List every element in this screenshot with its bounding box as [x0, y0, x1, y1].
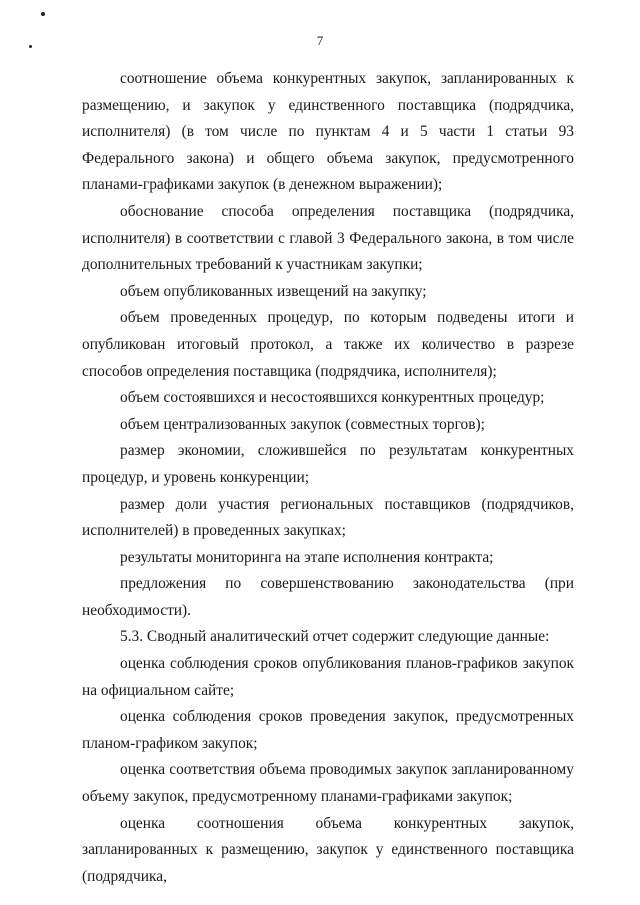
page-number: 7	[316, 33, 324, 48]
paragraph: обоснование способа определения поставщика (подрядчика, исполнителя) в соответствии с главой 3 Федерального закона, в том числе дополнительных требований к участникам закупки;	[82, 202, 574, 274]
paragraph: оценка соответствия объема проводимых закупок запланированному объему закупок, предусмотренному планами-графиками закупок;	[82, 761, 574, 806]
paragraph: объем состоявшихся и несостоявшихся конкурентных процедур;	[120, 389, 545, 407]
section-heading-paragraph: 5.3. Сводный аналитический отчет содержит следующие данные:	[120, 628, 550, 646]
paragraph: оценка соотношения объема конкурентных закупок, запланированных к размещению, закупок у единственного поставщика (подрядчика,	[82, 814, 574, 885]
paragraph: объем проведенных процедур, по которым подведены итоги и опубликован итоговый протокол, а также их количество в разрезе способов определения поставщика (подрядчика, исполнителя);	[82, 309, 574, 380]
document-body	[82, 66, 574, 890]
paragraph: оценка соблюдения сроков опубликования планов-графиков закупок на официальном сайте;	[82, 655, 574, 699]
paragraph: результаты мониторинга на этапе исполнения контракта;	[120, 548, 494, 566]
paragraph: оценка соблюдения сроков проведения закупок, предусмотренных планом-графиком закупок;	[82, 708, 574, 752]
paragraph: объем опубликованных извещений на закупку;	[120, 282, 427, 300]
paragraph: соотношение объема конкурентных закупок, запланированных к размещению, и закупок у единственного поставщика (подрядчика, исполнителя) (в том числе по пунктам 4 и 5 части 1 статьи 93 Федерального закона) и общего объема закупок, предусмотренного планами-графиками закупок (в денежном выражении);	[82, 70, 574, 194]
paragraph: размер доли участия региональных поставщиков (подрядчиков, исполнителей) в проведенных закупках;	[82, 495, 574, 540]
paragraph: размер экономии, сложившейся по результатам конкурентных процедур, и уровень конкуренции;	[82, 442, 574, 486]
scan-speck	[41, 12, 45, 16]
paragraph: предложения по совершенствованию законодательства (при необходимости).	[82, 575, 574, 619]
paragraph: объем централизованных закупок (совместных торгов);	[120, 415, 485, 433]
